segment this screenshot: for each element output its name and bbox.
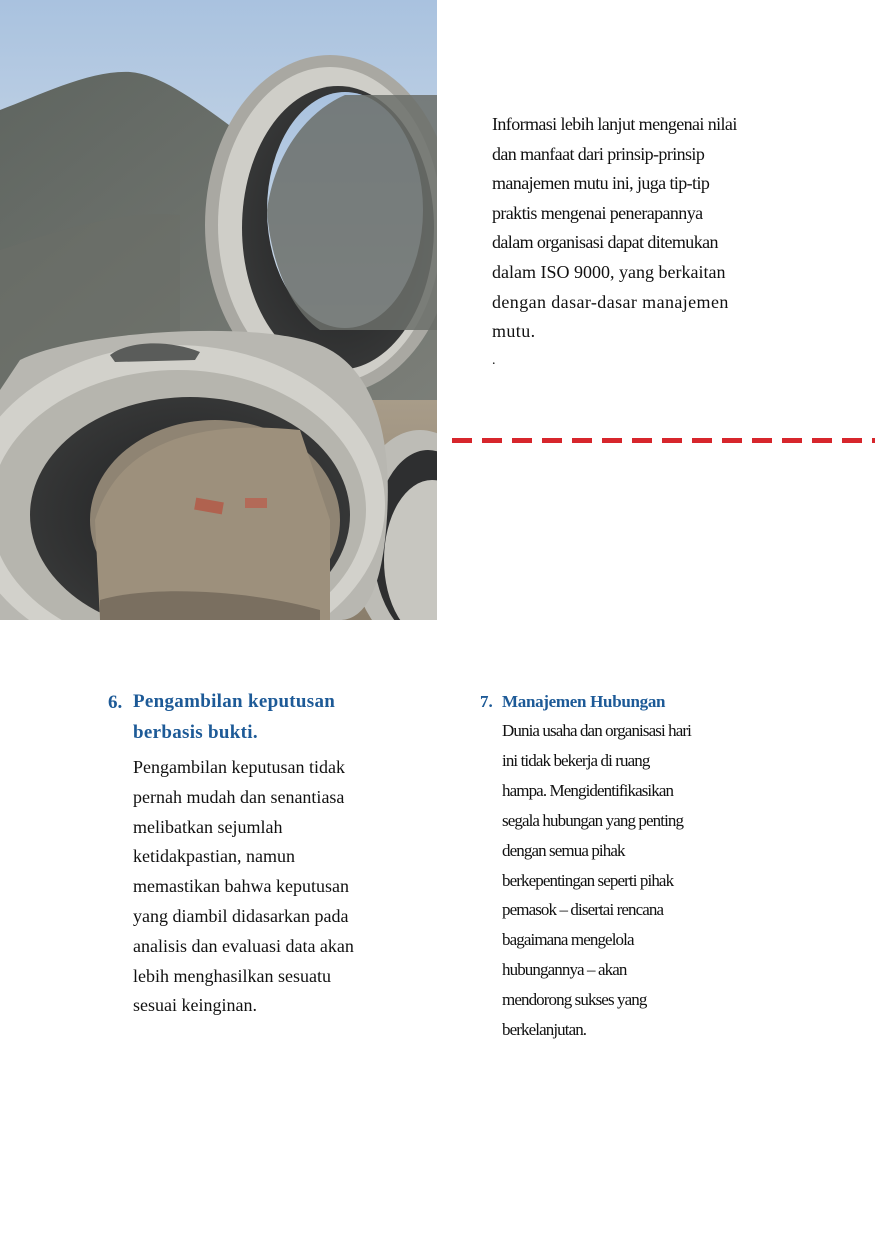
info-line: dalam organisasi dapat ditemukan (492, 232, 718, 253)
section-6-heading-line: Pengambilan keputusan (133, 691, 336, 712)
section-6-body-line: pernah mudah dan senantiasa (133, 786, 345, 807)
section-7-body-line: berkepentingan seperti pihak (502, 870, 674, 890)
section-7-number: 7. (480, 692, 493, 711)
info-line: manajemen mutu ini, juga tip-tip (492, 173, 710, 194)
trailing-dot: . (492, 352, 496, 368)
info-line: dalam ISO 9000, yang berkaitan (492, 261, 726, 282)
info-line: praktis mengenai penerapannya (492, 202, 703, 223)
section-7-body-line: segala hubungan yang penting (502, 810, 684, 830)
dashed-divider (452, 438, 875, 443)
section-7-body-line: hubungannya – akan (502, 960, 627, 980)
section-6-body-line: analisis dan evaluasi data akan (133, 935, 354, 956)
section-6-body-line: Pengambilan keputusan tidak (133, 757, 345, 777)
section-6-body-line: sesuai keinginan. (133, 995, 257, 1016)
concrete-pipes-photo (0, 0, 437, 620)
section-7-body-line: mendorong sukses yang (502, 990, 647, 1010)
section-7-body-line: ini tidak bekerja di ruang (502, 750, 650, 770)
info-line: dan manfaat dari prinsip-prinsip (492, 143, 705, 164)
section-7-heading: Manajemen Hubungan (502, 692, 666, 711)
section-6-heading (133, 686, 335, 748)
section-7-body (502, 716, 691, 1045)
section-6-heading-line: berbasis bukti. (133, 722, 258, 743)
section-6-body-line: memastikan bahwa keputusan (133, 876, 349, 897)
info-line: Informasi lebih lanjut mengenai nilai (492, 114, 737, 134)
section-7-body-line: berkelanjutan. (502, 1020, 587, 1040)
section-6-body-line: ketidakpastian, namun (133, 846, 295, 867)
section-7-body-line: pemasok – disertai rencana (502, 900, 664, 920)
section-6-number: 6. (108, 692, 123, 713)
section-7-body-line: bagaimana mengelola (502, 930, 634, 950)
section-7-body-line: hampa. Mengidentifikasikan (502, 780, 674, 800)
info-line: mutu. (492, 321, 536, 342)
info-line: dengan dasar-dasar manajemen (492, 291, 729, 312)
section-7-body-line: dengan semua pihak (502, 840, 625, 860)
section-7-body-line: Dunia usaha dan organisasi hari (502, 721, 691, 740)
section-6-body (133, 753, 354, 1021)
section-6-body-line: melibatkan sejumlah (133, 816, 283, 837)
info-paragraph (492, 110, 792, 371)
section-6-body-line: yang diambil didasarkan pada (133, 905, 349, 926)
section-6-body-line: lebih menghasilkan sesuatu (133, 965, 331, 986)
